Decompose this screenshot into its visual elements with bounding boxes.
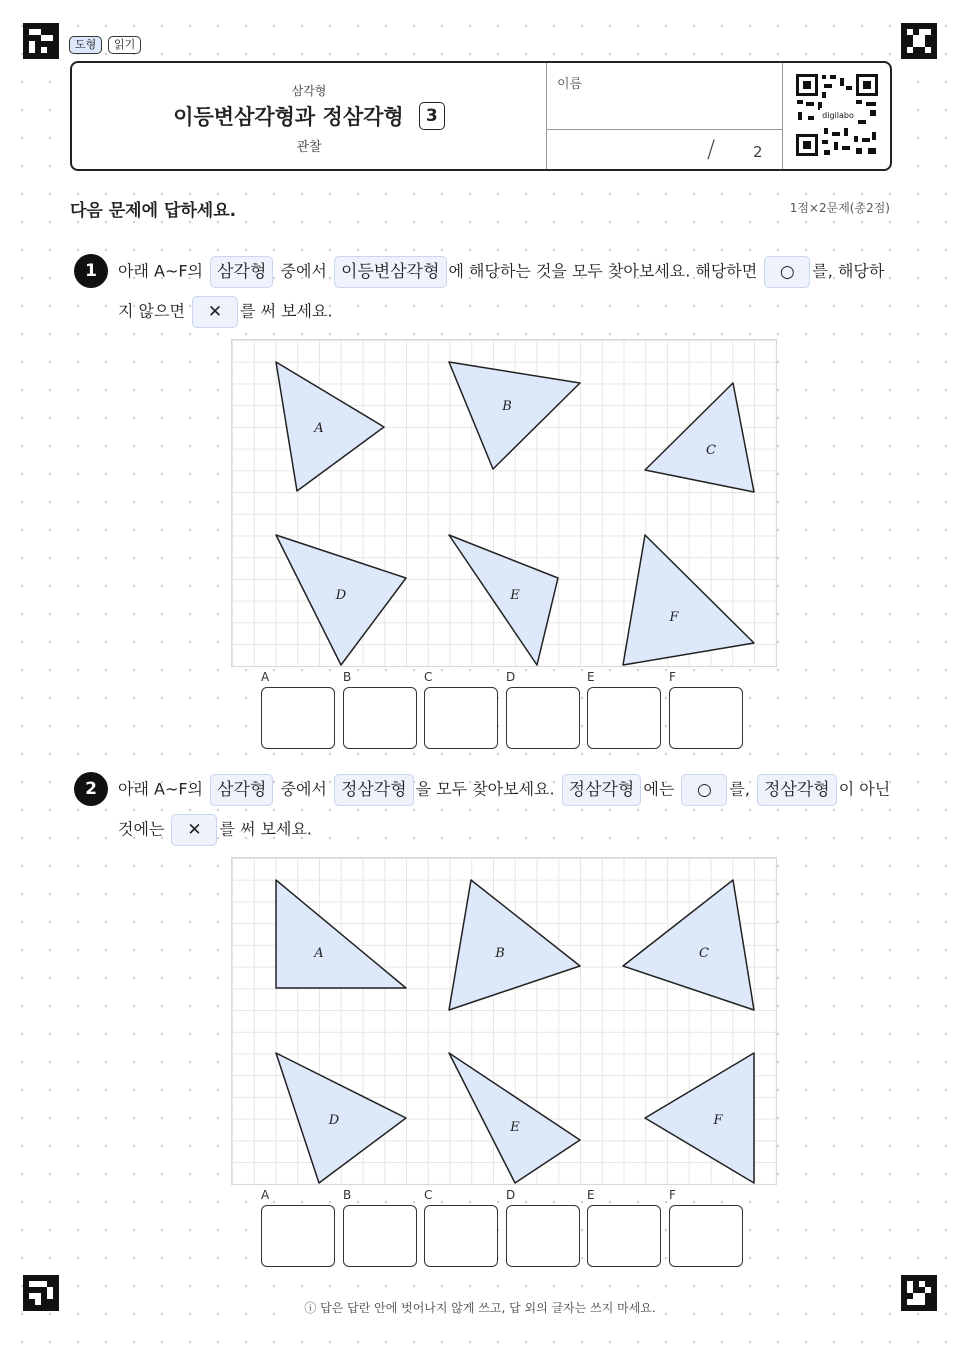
question-2-line-1	[118, 772, 890, 807]
x-symbol: ✕	[171, 814, 217, 846]
q1-answer-box-c[interactable]	[424, 687, 498, 749]
triangle-label: A	[314, 946, 324, 961]
score-slash: /	[707, 135, 716, 163]
answer-label-d: D	[506, 670, 516, 684]
q1-text: 를 써 보세요.	[240, 301, 333, 321]
q2-text: 에는	[643, 779, 675, 799]
question-1-line-2	[118, 294, 333, 329]
score-total: 2	[753, 143, 763, 161]
answer-label-a: A	[261, 1188, 270, 1202]
q1-text: 중에서	[280, 261, 327, 281]
triangle-label: E	[510, 588, 520, 603]
x-symbol: ✕	[192, 296, 238, 328]
title-row	[72, 101, 546, 131]
corner-marker-top-right	[901, 23, 937, 59]
domain-tag: 도형	[69, 36, 102, 54]
name-label: 이름	[557, 77, 583, 92]
page-title: 이등변삼각형과 정삼각형	[173, 105, 404, 129]
triangle-label: D	[335, 588, 347, 603]
question-2-line-2	[118, 812, 312, 847]
q1-text: 지 않으면	[118, 301, 185, 321]
title-section	[72, 63, 547, 169]
q1-text: 아래 A~F의	[118, 261, 204, 281]
q2-figure-grid	[231, 857, 777, 1185]
triangle-label: F	[669, 610, 679, 625]
q2-text: 아래 A~F의	[118, 779, 204, 799]
q1-figure-grid	[231, 339, 777, 667]
answer-label-c: C	[424, 1188, 433, 1202]
triangle-b	[449, 880, 580, 1010]
triangle-c	[623, 880, 754, 1010]
skill-tag: 읽기	[108, 36, 141, 54]
q1-answer-box-b[interactable]	[343, 687, 417, 749]
triangle-label: E	[510, 1120, 520, 1135]
qr-code-icon	[794, 72, 880, 158]
question-number-2: 2	[74, 772, 108, 806]
category-label: 관찰	[296, 140, 322, 155]
answer-label-b: B	[343, 670, 352, 684]
q1-triangles	[232, 340, 776, 666]
divider	[547, 129, 782, 130]
q2-answer-box-b[interactable]	[343, 1205, 417, 1267]
name-score-section	[547, 63, 783, 169]
answer-label-d: D	[506, 1188, 516, 1202]
corner-marker-top-left	[23, 23, 59, 59]
worksheet-header	[70, 61, 892, 171]
q2-answer-box-d[interactable]	[506, 1205, 580, 1267]
triangle-d	[276, 1053, 406, 1183]
subject-label: 삼각형	[291, 84, 327, 98]
triangle-a	[276, 880, 406, 988]
footer-note	[0, 1299, 960, 1316]
triangle-b	[449, 362, 580, 469]
answer-label-e: E	[587, 670, 595, 684]
o-symbol: ○	[764, 256, 810, 288]
triangle-a	[276, 362, 384, 491]
question-number-1: 1	[74, 254, 108, 288]
triangle-c	[645, 383, 754, 492]
q1-term-chip: 삼각형	[210, 256, 273, 288]
q1-answer-box-d[interactable]	[506, 687, 580, 749]
points-info: 1점×2문제(총2점)	[789, 201, 890, 215]
q2-answer-box-e[interactable]	[587, 1205, 661, 1267]
answer-label-a: A	[261, 670, 270, 684]
qr-label: digilabo	[822, 111, 854, 120]
q2-text: 을 모두 찾아보세요.	[415, 779, 555, 799]
instruction-text: 다음 문제에 답하세요.	[70, 196, 236, 221]
answer-label-f: F	[669, 1188, 676, 1202]
o-symbol: ○	[681, 774, 727, 806]
q1-answer-box-e[interactable]	[587, 687, 661, 749]
q2-term-chip: 삼각형	[210, 774, 273, 806]
triangle-label: F	[713, 1113, 723, 1128]
triangle-label: C	[699, 946, 709, 961]
q2-term-chip: 정삼각형	[334, 774, 414, 806]
footer-text: 답은 답란 안에 벗어나지 않게 쓰고, 답 외의 글자는 쓰지 마세요.	[320, 1301, 656, 1315]
answer-label-c: C	[424, 670, 433, 684]
q2-answer-box-f[interactable]	[669, 1205, 743, 1267]
q2-text: 것에는	[118, 819, 165, 839]
question-1-line-1	[118, 254, 884, 289]
q2-text: 를 써 보세요.	[219, 819, 313, 839]
triangle-e	[449, 535, 558, 665]
answer-label-b: B	[343, 1188, 352, 1202]
worksheet-number: 3	[419, 102, 445, 130]
q1-term-chip: 이등변삼각형	[334, 256, 447, 288]
answer-label-f: F	[669, 670, 676, 684]
triangle-label: B	[495, 946, 505, 961]
q2-answer-box-c[interactable]	[424, 1205, 498, 1267]
q2-text: 중에서	[280, 779, 327, 799]
q2-answer-box-a[interactable]	[261, 1205, 335, 1267]
q2-term-chip: 정삼각형	[562, 774, 642, 806]
q1-answer-box-f[interactable]	[669, 687, 743, 749]
q1-text: 를, 해당하	[812, 261, 885, 281]
q1-text: 에 해당하는 것을 모두 찾아보세요. 해당하면	[448, 261, 758, 281]
triangle-label: B	[502, 399, 512, 414]
q2-text: 를,	[729, 779, 750, 799]
triangle-e	[449, 1053, 580, 1183]
info-icon: ⓘ	[304, 1301, 317, 1315]
answer-label-e: E	[587, 1188, 595, 1202]
triangle-label: A	[314, 421, 324, 436]
q2-text: 이 아닌	[838, 779, 891, 799]
triangle-label: C	[706, 443, 716, 458]
q2-term-chip: 정삼각형	[757, 774, 837, 806]
q1-answer-box-a[interactable]	[261, 687, 335, 749]
triangle-f	[623, 535, 754, 665]
q2-triangles	[232, 858, 776, 1184]
triangle-label: D	[328, 1113, 340, 1128]
triangle-f	[645, 1053, 754, 1183]
